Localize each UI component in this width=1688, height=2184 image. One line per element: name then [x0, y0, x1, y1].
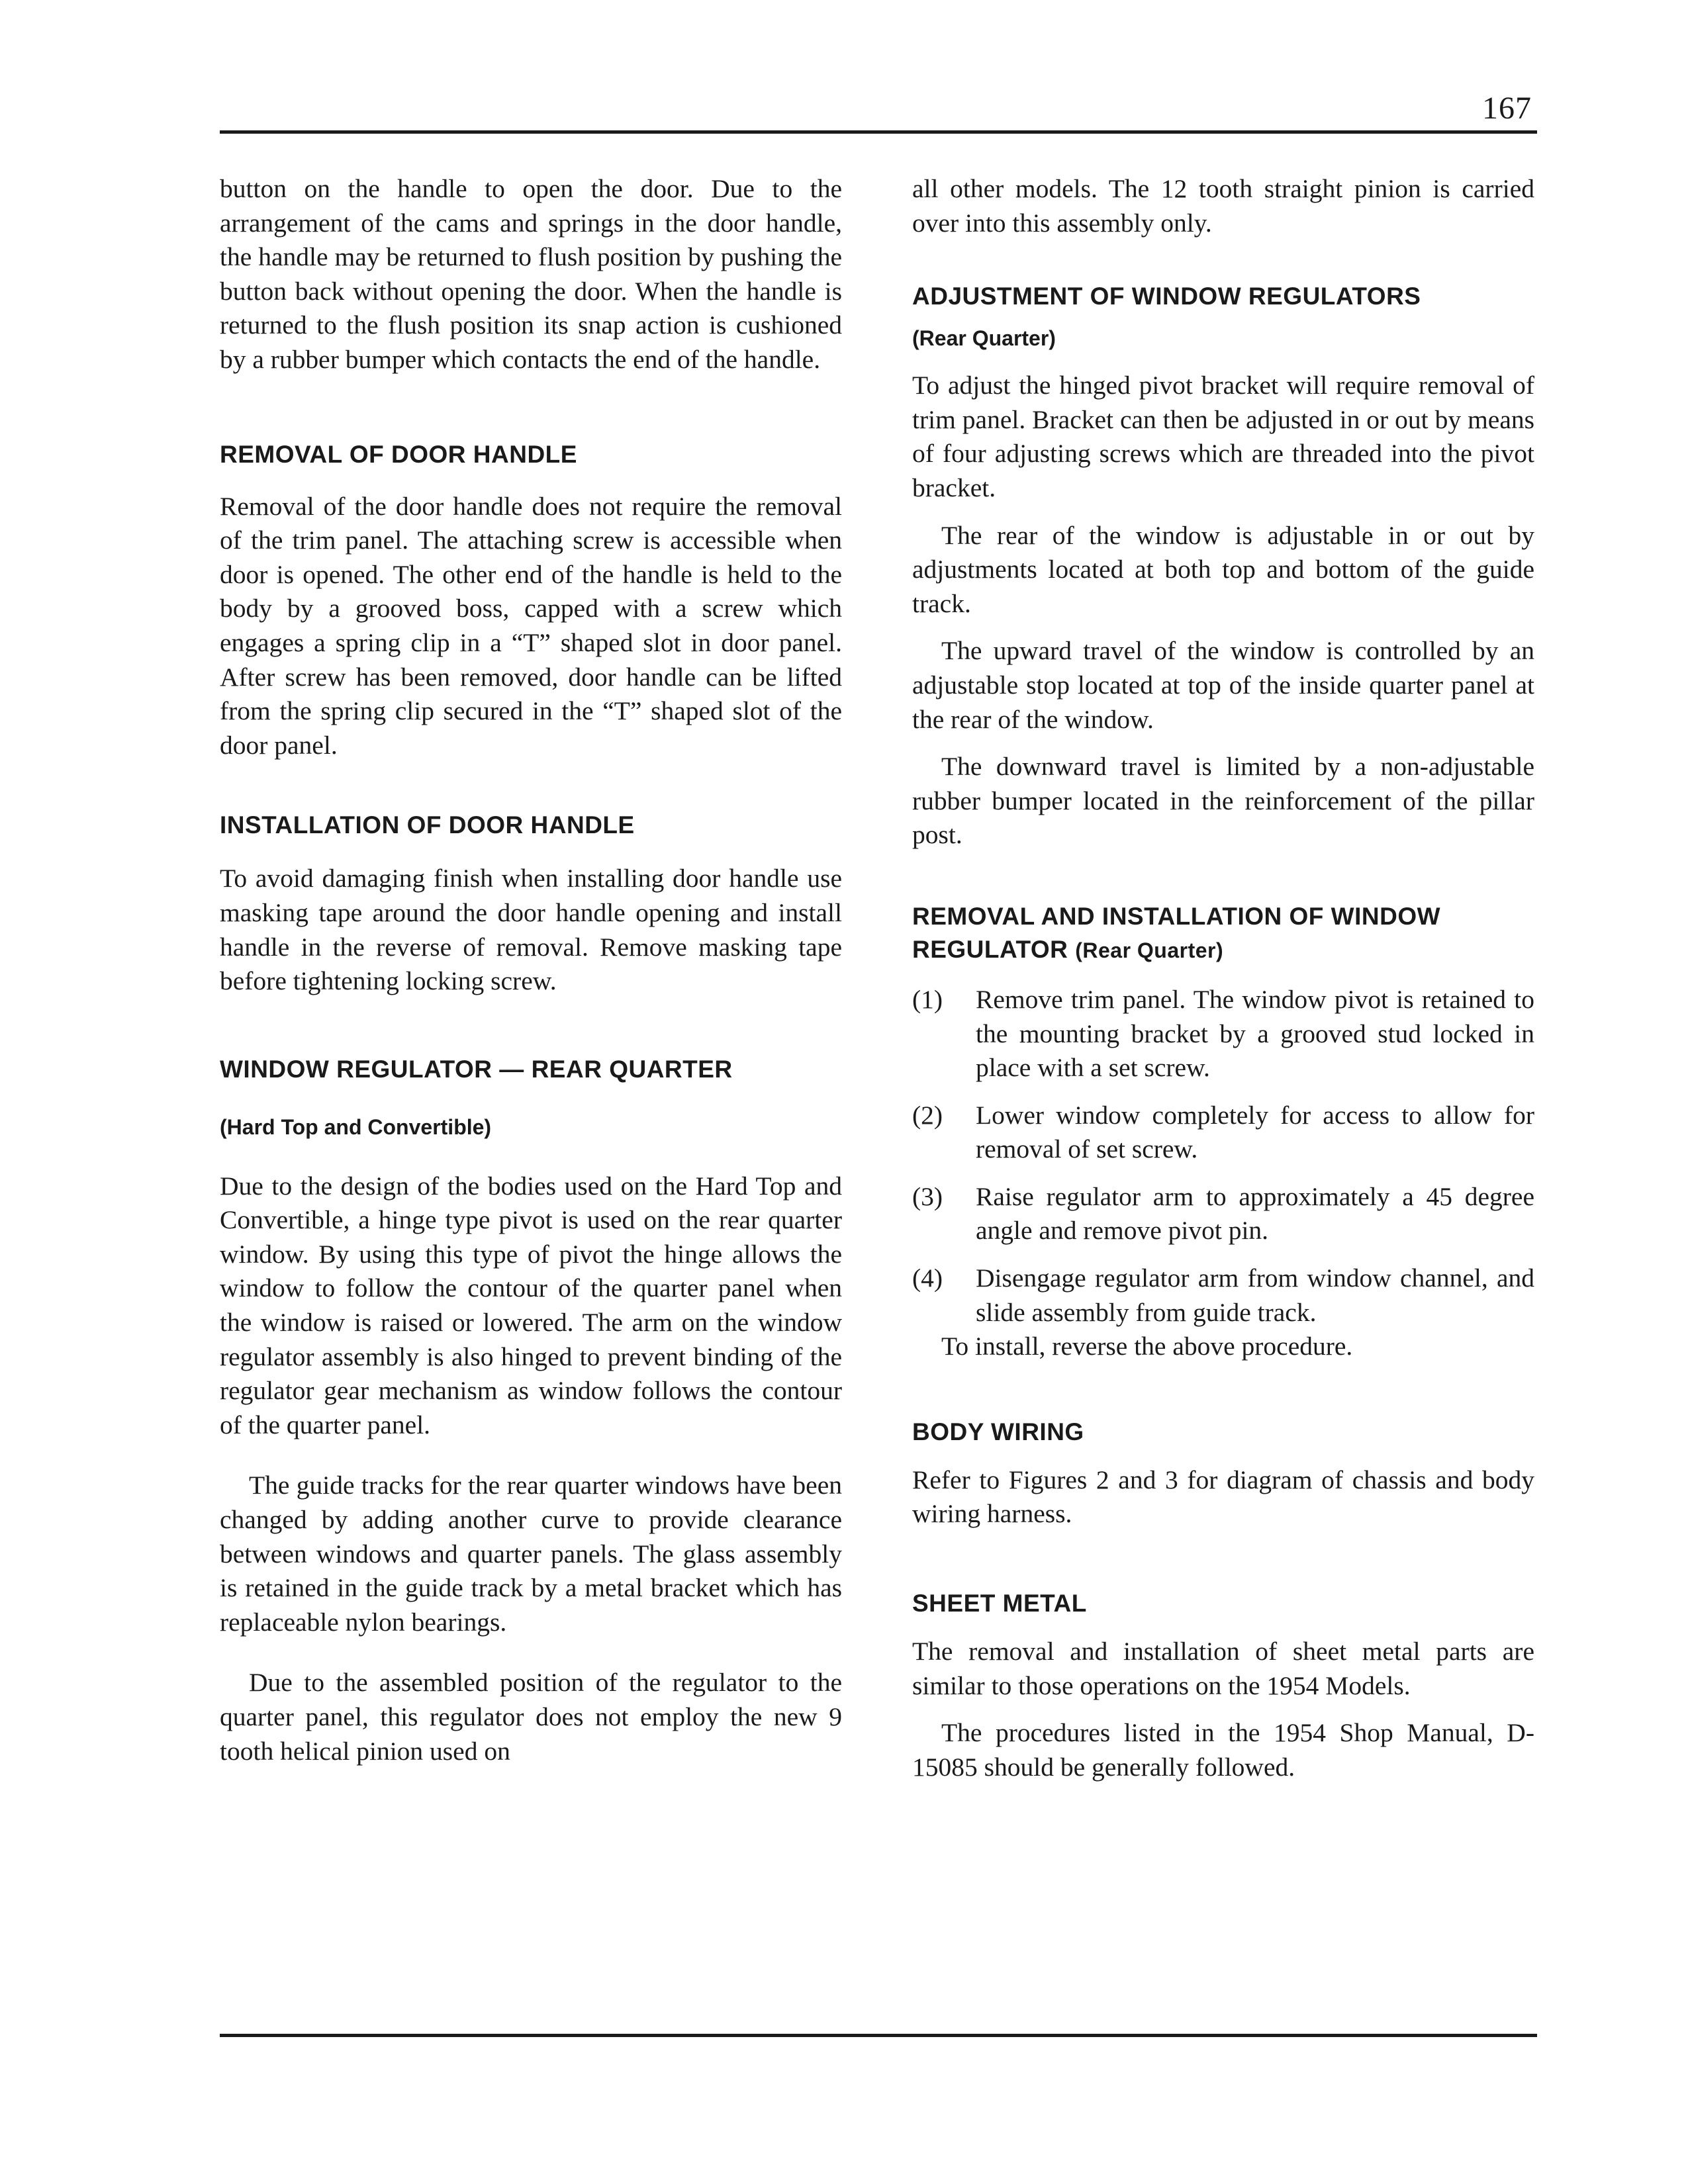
removal-door-handle-paragraph: Removal of the door handle does not require the removal of the trim panel. The attaching screw is accessible when door is opened. The other end of the handle is held to the body by a grooved boss, capped with a screw which engages a spring clip in a “T” shaped slot in door panel. After screw has been removed, door handle can be lifted from the spring clip secured in the “T” shaped slot of the door panel. — [220, 491, 842, 760]
adjust-pivot-paragraph: To adjust the hinged pivot bracket will require removal of trim panel. Bracket can then be adjusted in or out by means of four adjusting screws which are threaded into the pivot bracket. — [912, 371, 1534, 502]
upward-travel-paragraph: The upward travel of the window is controlled by an adjustable stop located at top of the inside quarter panel at the rear of the window. — [912, 636, 1534, 734]
step-item — [912, 1180, 1534, 1248]
left-column — [220, 172, 842, 1768]
removal-installation-heading-sub: (Rear Quarter) — [1075, 938, 1224, 962]
installation-door-handle-heading: INSTALLATION OF DOOR HANDLE — [220, 811, 635, 839]
step-number: (4) — [912, 1263, 943, 1293]
rear-window-paragraph: The rear of the window is adjustable in or out by adjustments located at both top and bottom of the guide track. — [912, 520, 1534, 618]
sheet-metal-heading: SHEET METAL — [912, 1590, 1087, 1617]
installation-door-handle-paragraph: To avoid damaging finish when installing door handle use masking tape around the door handle opening and install handle in the reverse of removal. Remove masking tape before tightening locking screw. — [220, 864, 842, 996]
adjustment-heading: ADJUSTMENT OF WINDOW REGULATORS — [912, 283, 1421, 310]
step-number: (2) — [912, 1100, 943, 1130]
hard-top-subheading: (Hard Top and Convertible) — [220, 1115, 492, 1139]
body-wiring-heading: BODY WIRING — [912, 1418, 1084, 1445]
step-item — [912, 1261, 1534, 1330]
step-item — [912, 983, 1534, 1085]
top-rule — [220, 130, 1537, 134]
removal-installation-heading-text: REMOVAL AND INSTALLATION OF WINDOW REGULATOR — [912, 902, 1441, 963]
step-number: (3) — [912, 1181, 943, 1211]
procedures-paragraph: The procedures listed in the 1954 Shop Manual, D-15085 should be generally followed. — [912, 1718, 1534, 1782]
step-text: Lower window completely for access to allow for removal of set screw. — [976, 1100, 1534, 1164]
step-item — [912, 1099, 1534, 1167]
window-regulator-heading: WINDOW REGULATOR — REAR QUARTER — [220, 1055, 733, 1083]
step-text: Remove trim panel. The window pivot is retained to the mounting bracket by a grooved stud locked in place with a set screw. — [976, 984, 1534, 1083]
downward-travel-paragraph: The downward travel is limited by a non-adjustable rubber bumper located in the reinforcement of the pillar post. — [912, 752, 1534, 850]
page-number: 167 — [1482, 91, 1532, 126]
removal-door-handle-heading: REMOVAL OF DOOR HANDLE — [220, 440, 577, 468]
assembled-position-paragraph: Due to the assembled position of the regulator to the quarter panel, this regulator does not employ the new 9 tooth helical pinion used on — [220, 1668, 842, 1766]
intro-paragraph: button on the handle to open the door. Due to the arrangement of the cams and springs in the door handle, the handle may be returned to flush position by pushing the button back without opening the door. When the handle is returned to the flush position its snap action is cushioned by a rubber bumper which contacts the end of the handle. — [220, 174, 842, 374]
continued-paragraph: all other models. The 12 tooth straight pinion is carried over into this assembly only. — [912, 174, 1534, 238]
step-text: Disengage regulator arm from window channel, and slide assembly from guide track. — [976, 1263, 1534, 1327]
rear-quarter-subheading: (Rear Quarter) — [912, 326, 1056, 351]
body-wiring-paragraph: Refer to Figures 2 and 3 for diagram of chassis and body wiring harness. — [912, 1465, 1534, 1529]
removal-installation-heading — [912, 900, 1534, 967]
sheet-metal-paragraph: The removal and installation of sheet metal parts are similar to those operations on the 1954 Models. — [912, 1637, 1534, 1700]
step-number: (1) — [912, 984, 943, 1014]
guide-tracks-paragraph: The guide tracks for the rear quarter windows have been changed by adding another curve to provide clearance between windows and quarter panels. The glass assembly is retained in the guide track by a metal bracket which has replaceable nylon bearings. — [220, 1471, 842, 1637]
design-paragraph: Due to the design of the bodies used on the Hard Top and Convertible, a hinge type pivot is used on the rear quarter window. By using this type of pivot the hinge allows the window to follow the contour of the quarter panel when the window is raised or lowered. The arm on the window regulator assembly is also hinged to prevent binding of the regulator gear mechanism as window follows the contour of the quarter panel. — [220, 1171, 842, 1439]
step-text: Raise regulator arm to approximately a 45 degree angle and remove pivot pin. — [976, 1181, 1534, 1246]
to-install-paragraph: To install, reverse the above procedure. — [941, 1332, 1353, 1361]
right-column — [912, 172, 1534, 1784]
procedure-steps — [912, 983, 1534, 1330]
bottom-rule — [220, 2034, 1537, 2037]
